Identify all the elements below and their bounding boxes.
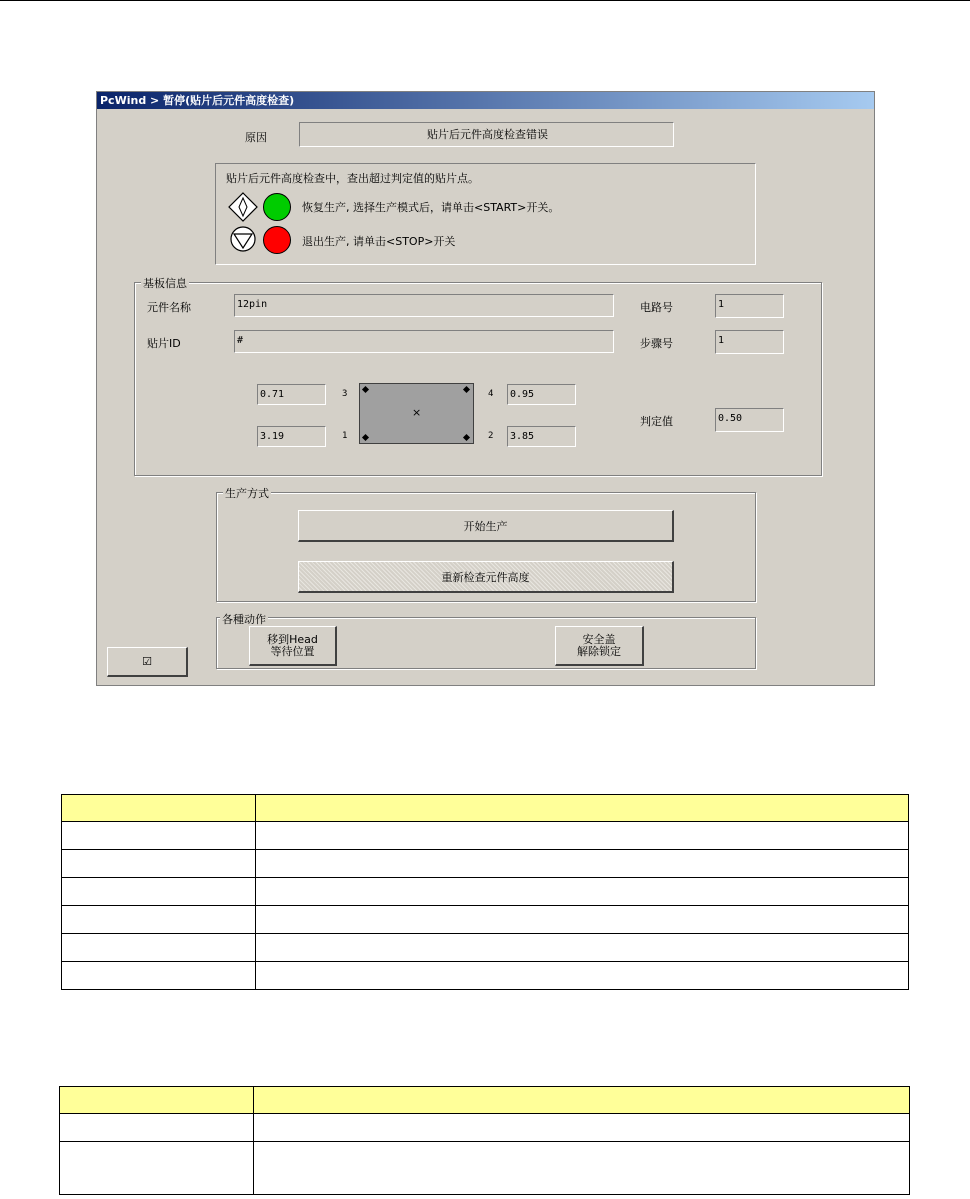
table-cell	[256, 878, 909, 906]
circuit-no-label: 电路号	[640, 301, 673, 314]
production-mode-label: 生产方式	[225, 487, 269, 500]
message-text: 贴片后元件高度检查中，查出超过判定值的贴片点。	[226, 172, 479, 185]
green-status-light-icon	[263, 193, 291, 221]
judge-value-field: 0.50	[715, 408, 784, 432]
corner-1-value: 3.19	[257, 426, 326, 447]
table-row	[62, 962, 909, 990]
safety-line1: 安全盖	[582, 632, 616, 646]
board-info-label: 基板信息	[143, 277, 187, 290]
move-head-line1: 移到Head	[267, 632, 318, 646]
exit-instruction: 退出生产, 请单击<STOP>开关	[302, 235, 456, 248]
judge-value-label: 判定值	[640, 415, 673, 428]
start-production-button[interactable]: 开始生产	[298, 510, 674, 542]
move-head-wait-button[interactable]	[249, 626, 337, 666]
board-diagram	[359, 383, 474, 444]
corner-3-marker	[362, 386, 369, 393]
corner-4-marker	[463, 386, 470, 393]
reason-label: 原因	[245, 131, 267, 144]
step-no-field: 1	[715, 330, 784, 354]
corner-4-value: 0.95	[507, 384, 576, 405]
table-cell	[256, 906, 909, 934]
resume-instruction: 恢复生产, 选择生产模式后，请单击<START>开关。	[302, 201, 560, 214]
window-title: PcWind > 暂停(贴片后元件高度检查)	[97, 92, 874, 109]
table-row	[62, 822, 909, 850]
corner-2-marker	[463, 434, 470, 441]
table-row	[60, 1142, 910, 1195]
top-rule	[0, 0, 970, 1]
table-cell	[256, 962, 909, 990]
document-table-2	[59, 1086, 910, 1195]
board-center-mark: ×	[412, 406, 422, 419]
table-cell	[60, 1142, 254, 1195]
table-row	[62, 906, 909, 934]
safety-line2: 解除锁定	[577, 644, 621, 658]
move-head-line2: 等待位置	[270, 644, 315, 658]
corner-3-value: 0.71	[257, 384, 326, 405]
table1-header-col2	[256, 795, 909, 822]
part-name-label: 元件名称	[147, 301, 191, 314]
pause-dialog	[96, 91, 875, 686]
corner-1-marker	[362, 434, 369, 441]
recheck-height-button[interactable]: 重新检查元件高度	[298, 561, 674, 593]
corner-2-value: 3.85	[507, 426, 576, 447]
table-cell	[62, 850, 256, 878]
mount-id-field: #	[234, 330, 614, 353]
red-status-light-icon	[263, 226, 291, 254]
table-row	[60, 1114, 910, 1142]
table-cell	[62, 822, 256, 850]
part-name-field: 12pin	[234, 294, 614, 317]
actions-label: 各種动作	[222, 613, 266, 626]
table-cell	[60, 1114, 254, 1142]
table-row	[62, 850, 909, 878]
table-cell	[62, 962, 256, 990]
table-cell	[254, 1114, 910, 1142]
table2-header-col2	[254, 1087, 910, 1114]
table-cell	[254, 1142, 910, 1195]
document-table-1	[61, 794, 909, 990]
corner-4-number: 4	[488, 389, 494, 399]
confirm-button[interactable]	[107, 647, 188, 677]
corner-2-number: 2	[488, 431, 494, 441]
unlock-safety-cover-button[interactable]	[555, 626, 644, 666]
table-row	[62, 878, 909, 906]
check-square-icon: ☑	[142, 655, 152, 668]
stop-triangle-icon	[229, 225, 259, 255]
circuit-no-field: 1	[715, 294, 784, 318]
table-cell	[62, 906, 256, 934]
corner-3-number: 3	[342, 389, 348, 399]
step-no-label: 步骤号	[640, 337, 673, 350]
table-row	[62, 934, 909, 962]
table-cell	[256, 822, 909, 850]
table-cell	[256, 934, 909, 962]
start-diamond-icon	[228, 192, 258, 222]
table-cell	[62, 934, 256, 962]
message-panel	[215, 163, 756, 265]
reason-field: 贴片后元件高度检查错误	[299, 122, 674, 147]
corner-1-number: 1	[342, 431, 348, 441]
table-cell	[62, 878, 256, 906]
table2-header-col1	[60, 1087, 254, 1114]
mount-id-label: 贴片ID	[147, 337, 181, 350]
table1-header-col1	[62, 795, 256, 822]
table-cell	[256, 850, 909, 878]
